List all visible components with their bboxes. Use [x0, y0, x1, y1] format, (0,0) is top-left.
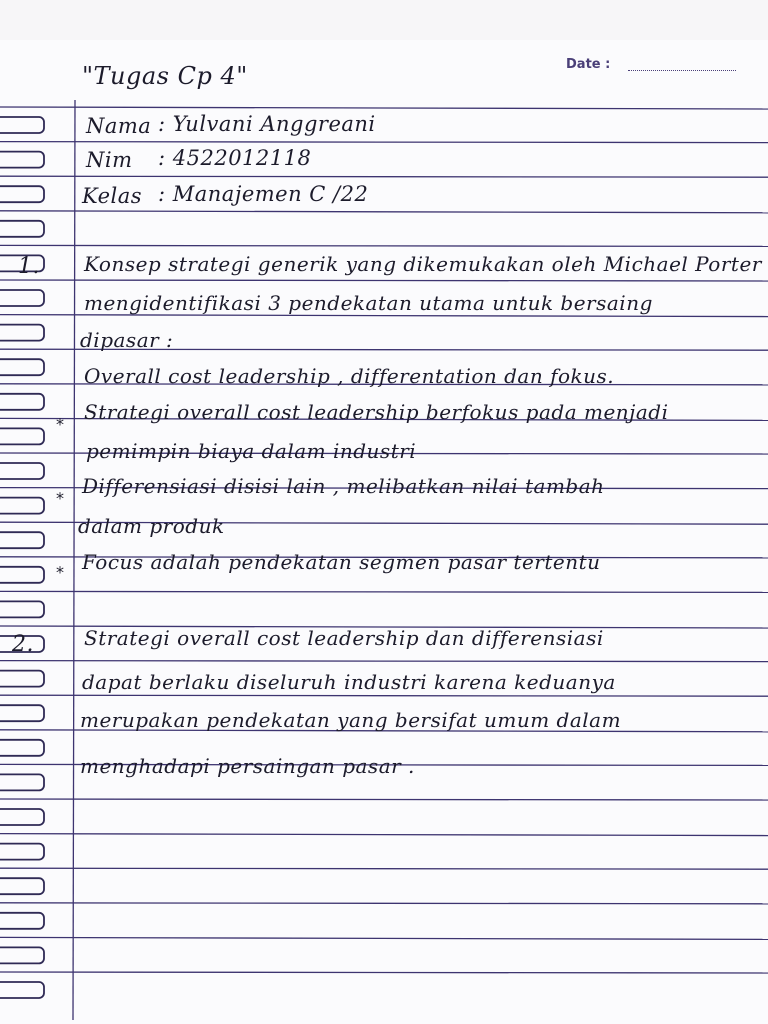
answer-1-line: Konsep strategi generik yang dikemukakan oleh Michael Porter — [84, 252, 762, 276]
ruled-line — [0, 211, 768, 213]
bullet-mark: ⁎ — [56, 410, 64, 429]
binder-hole-box — [0, 463, 44, 479]
binder-hole-box — [0, 532, 44, 548]
ruled-line — [0, 245, 768, 246]
ruled-line — [0, 661, 768, 662]
bullet-item: Focus adalah pendekatan segmen pasar tertentu — [82, 550, 601, 574]
answer-2-line: merupakan pendekatan yang bersifat umum dalam — [80, 708, 622, 732]
bullet-item: pemimpin biaya dalam industri — [86, 439, 417, 463]
date-label: Date : — [566, 57, 611, 72]
binder-hole-box — [0, 117, 44, 133]
name-label: Nama — [86, 114, 152, 138]
bullet-mark: ⁎ — [56, 484, 64, 503]
binder-hole-box — [0, 567, 44, 583]
ruled-line — [0, 176, 768, 177]
ruled-line — [0, 107, 768, 109]
binder-hole-box — [0, 947, 44, 963]
nim-value: : 4522012118 — [158, 146, 312, 170]
ruled-line — [0, 937, 768, 939]
binder-hole-box — [0, 221, 44, 237]
bullet-mark: ⁎ — [56, 558, 64, 577]
ruled-line — [0, 142, 768, 143]
answer-1-line: dipasar : — [80, 328, 174, 352]
ruled-line — [0, 591, 768, 592]
bullet-item: dalam produk — [78, 514, 225, 538]
answer-1-number: 1. — [18, 254, 40, 279]
binder-hole-box — [0, 152, 44, 168]
name-value: : Yulvani Anggreani — [158, 112, 376, 136]
bullet-item: Differensiasi disisi lain , melibatkan nilai tambah — [82, 474, 605, 498]
binder-hole-box — [0, 844, 44, 860]
binder-hole-box — [0, 186, 44, 202]
bullet-item: Strategi overall cost leadership berfokus pada menjadi — [84, 400, 669, 424]
answer-2-number: 2. — [12, 632, 34, 657]
binder-hole-box — [0, 498, 44, 514]
ruled-line — [0, 834, 768, 836]
binder-hole-box — [0, 428, 44, 444]
ruled-line — [0, 972, 768, 973]
binder-hole-box — [0, 671, 44, 687]
binder-hole-box — [0, 913, 44, 929]
answer-1-line: Overall cost leadership , differentation dan fokus. — [84, 364, 615, 388]
binder-hole-box — [0, 878, 44, 894]
binder-hole-box — [0, 394, 44, 410]
nim-label: Nim — [86, 148, 133, 172]
ruled-line — [0, 695, 768, 696]
binder-hole-box — [0, 982, 44, 998]
page-title: "Tugas Cp 4" — [82, 62, 248, 90]
answer-2-line: Strategi overall cost leadership dan differensiasi — [84, 626, 604, 650]
kelas-label: Kelas — [82, 184, 143, 208]
binder-hole-box — [0, 290, 44, 306]
binder-hole-box — [0, 740, 44, 756]
ruled-line — [0, 868, 768, 869]
margin-line — [73, 100, 75, 1020]
answer-2-line: dapat berlaku diseluruh industri karena keduanya — [82, 670, 616, 694]
answer-2-line: menghadapi persaingan pasar . — [80, 754, 415, 778]
date-field-line — [628, 70, 736, 71]
ruled-line — [0, 799, 768, 800]
binder-hole-box — [0, 325, 44, 341]
kelas-value: : Manajemen C /22 — [158, 182, 369, 206]
answer-1-line: mengidentifikasi 3 pendekatan utama untuk bersaing — [84, 291, 653, 315]
binder-hole-box — [0, 705, 44, 721]
ruled-line — [0, 903, 768, 904]
binder-hole-box — [0, 774, 44, 790]
binder-hole-box — [0, 601, 44, 617]
binder-hole-box — [0, 359, 44, 375]
ruled-line — [0, 280, 768, 281]
binder-hole-box — [0, 809, 44, 825]
